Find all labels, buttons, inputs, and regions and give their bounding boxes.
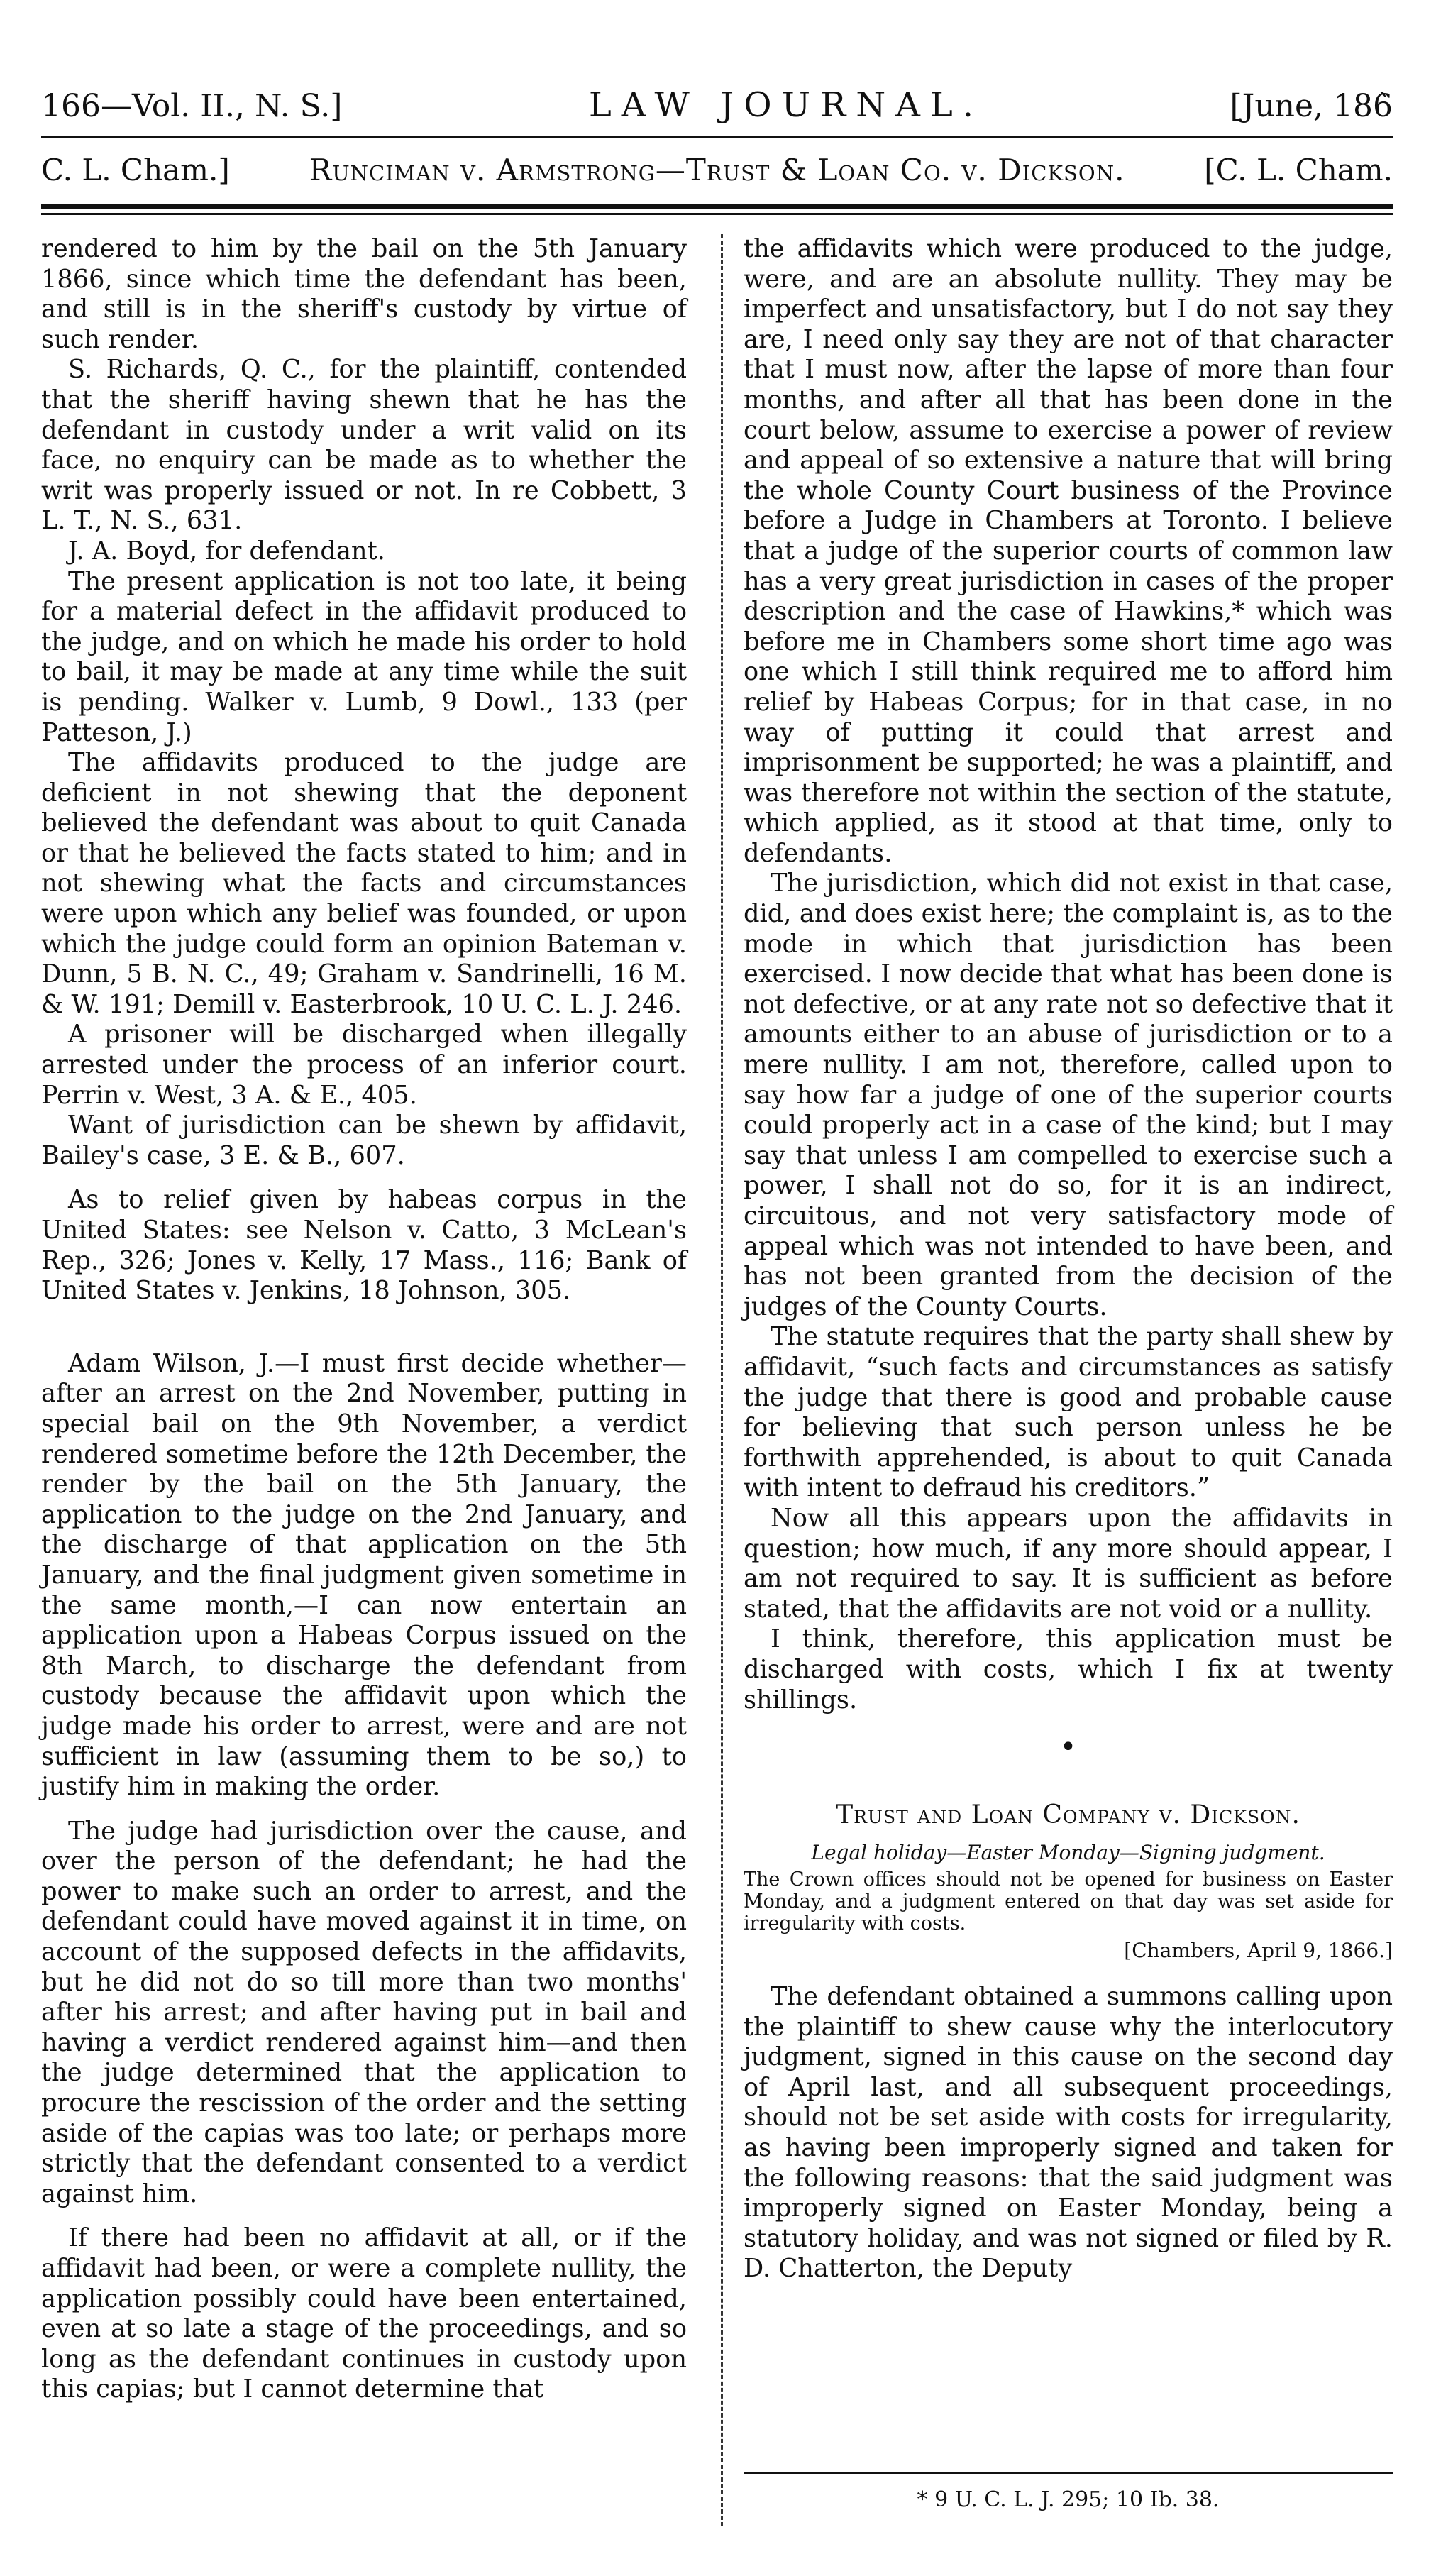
paragraph: A prisoner will be discharged when illegally arrested under the process of an inferior court. Perrin v. West, 3 A. & E., 405.	[41, 1020, 687, 1110]
headnote-subject: Legal holiday—Easter Monday—Signing judgment.	[811, 1841, 1325, 1865]
issue-date: [June, 186̀	[1230, 88, 1393, 124]
paragraph: Now all this appears upon the affidavits in question; how much, if any more should appear, I am not required to say. It is sufficient as before stated, that the affidavits are not void or a nullity.	[744, 1503, 1393, 1624]
paragraph: As to relief given by habeas corpus in the United States: see Nelson v. Catto, 3 McLean's Rep., 326; Jones v. Kelly, 17 Mass., 116; Bank of United States v. Jenkins, 18 Johnson, 305.	[41, 1185, 687, 1306]
footnote-rule	[744, 2472, 1393, 2474]
running-head-right: [C. L. Cham.	[1204, 153, 1393, 187]
running-head-left: C. L. Cham.]	[41, 153, 230, 187]
footnote: * 9 U. C. L. J. 295; 10 Ib. 38.	[917, 2487, 1220, 2512]
court-citation: [Chambers, April 9, 1866.]	[1124, 1939, 1393, 1963]
running-head	[41, 153, 1393, 195]
paragraph: The statute requires that the party shall shew by affidavit, “such facts and circumstances as satisfy the judge that there is good and probable cause for believing that such person unless he be forthwith apprehended, is about to quit Canada with intent to defraud his creditors.”	[744, 1322, 1393, 1503]
journal-page	[41, 0, 1393, 2576]
section-ornament: •	[1059, 1731, 1077, 1764]
masthead-rule	[41, 136, 1393, 138]
paragraph: J. A. Boyd, for defendant.	[68, 536, 385, 566]
paragraph: the affidavits which were produced to the judge, were, and are an absolute nullity. They may be imperfect and unsatisfactory, but I do not say they are, I need only say they are not of that character that I must now, after the lapse of more than four months, and after all that has been done in the court below, assume to exercise a power of review and appeal of so extensive a nature that will bring the whole County Court business of the Province before a Judge in Chambers at Toronto. I believe that a judge of the superior courts of common law has a very great jurisdiction in cases of the proper description and the case of Hawkins,* which was before me in Chambers some short time ago was one which I still think required me to afford him relief by Habeas Corpus; for in that case, in no way of putting it could that arrest and imprisonment be supported; he was a plaintiff, and was therefore not within the section of the statute, which applied, as it stood at that time, only to defendants.	[744, 234, 1393, 868]
paragraph: The present application is not too late, it being for a material defect in the affidavit produced to the judge, and on which he made his order to hold to bail, it may be made at any time while the suit is pending. Walker v. Lumb, 9 Dowl., 133 (per Patteson, J.)	[41, 566, 687, 747]
running-head-rule-bottom	[41, 213, 1393, 215]
running-head-rule-top	[41, 204, 1393, 209]
left-column	[41, 234, 687, 2533]
column-divider	[721, 234, 723, 2526]
headnote: The Crown offices should not be opened for business on Easter Monday, and a judgment entered on that day was set aside for irregularity with costs.	[744, 1868, 1393, 1935]
paragraph: Want of jurisdiction can be shewn by affidavit, Bailey's case, 3 E. & B., 607.	[41, 1111, 687, 1170]
paragraph: The judge had jurisdiction over the cause, and over the person of the defendant; he had the power to make such an order to arrest, and the defendant could have moved against it in time, on account of the supposed defects in the affidavits, but he did not do so till more than two months' after his arrest; and after having put in bail and having a verdict rendered against him—and then the judge determined that the application to procure the rescission of the order and the setting aside of the capias was too late; or perhaps more strictly that the defendant consented to a verdict against him.	[41, 1816, 687, 2208]
paragraph: rendered to him by the bail on the 5th January 1866, since which time the defendant has been, and still is in the sheriff's custody by virtue of such render.	[41, 234, 687, 354]
page-volume-label: 166—Vol. II., N. S.]	[41, 88, 343, 124]
paragraph: The affidavits produced to the judge are deficient in not shewing that the deponent believed the defendant was about to quit Canada or that he believed the facts stated to him; and in not shewing what the facts and circumstances were upon which any belief was founded, or upon which the judge could form an opinion Bateman v. Dunn, 5 B. N. C., 49; Graham v. Sandrinelli, 16 M. & W. 191; Demill v. Easterbrook, 10 U. C. L. J. 246.	[41, 748, 687, 1019]
masthead	[41, 85, 1393, 135]
case-title: Trust and Loan Company v. Dickson.	[836, 1800, 1300, 1830]
paragraph: I think, therefore, this application must be discharged with costs, which I fix at twenty shillings.	[744, 1624, 1393, 1714]
paragraph: S. Richards, Q. C., for the plaintiff, contended that the sheriff having shewn that he has the defendant in custody under a writ valid on its face, no enquiry can be made as to whether the writ was properly issued or not. In re Cobbett, 3 L. T., N. S., 631.	[41, 355, 687, 536]
paragraph: The defendant obtained a summons calling upon the plaintiff to shew cause why the interlocutory judgment, signed in this cause on the second day of April last, and all subsequent proceedings, should not be set aside with costs for irregularity, as having been improperly signed and taken for the following reasons: that the said judgment was improperly signed on Easter Monday, being a statutory holiday, and was not signed or filed by R. D. Chatterton, the Deputy	[744, 1982, 1393, 2284]
journal-title: LAW JOURNAL.	[588, 85, 984, 125]
judgment-paragraph: Adam Wilson, J.—I must first decide whether—after an arrest on the 2nd November, putting in special bail on the 9th November, a verdict rendered sometime before the 12th December, the render by the bail on the 5th January, the application to the judge on the 2nd January, and the discharge of that application on the 5th January, and the final judgment given sometime in the same month,—I can now entertain an application upon a Habeas Corpus issued on the 8th March, to discharge the defendant from custody because the affidavit upon which the judge made his order to arrest, were and are not sufficient in law (assuming them to be so,) to justify him in making the order.	[41, 1348, 687, 1802]
right-column	[744, 234, 1393, 2533]
paragraph: The jurisdiction, which did not exist in that case, did, and does exist here; the complaint is, as to the mode in which that jurisdiction has been exercised. I now decide that what has been done is not defective, or at any rate not so defective that it amounts either to an abuse of jurisdiction or to a mere nullity. I am not, therefore, called upon to say how far a judge of one of the superior courts could properly act in a case of the kind; but I may say that unless I am compelled to exercise such a power, I shall not do so, for it is an indirect, circuitous, and not very satisfactory mode of appeal which was not intended to have been, and has not been granted from the decision of the judges of the County Courts.	[744, 869, 1393, 1321]
running-head-cases: Runciman v. Armstrong—Trust & Loan Co. v. Dickson.	[309, 153, 1125, 187]
paragraph: If there had been no affidavit at all, or if the affidavit had been, or were a complete nullity, the application possibly could have been entertained, even at so late a stage of the proceedings, and so long as the defendant continues in custody upon this capias; but I cannot determine that	[41, 2223, 687, 2404]
